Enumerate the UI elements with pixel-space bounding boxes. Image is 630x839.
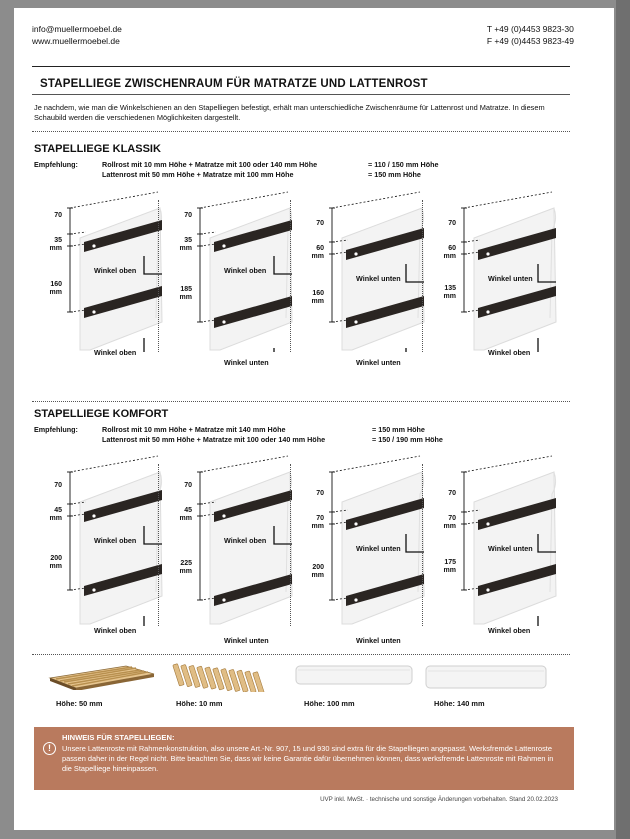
klassik-panel-3-dim-3-unit: mm <box>311 298 324 305</box>
product-rollrost <box>166 660 278 710</box>
klassik-panel-4-label-bottom: Winkel oben <box>488 348 531 357</box>
komfort-panel-1 <box>36 454 164 635</box>
klassik-panel-2-dim-3: 185 <box>180 286 192 293</box>
komfort-title: STAPELLIEGE KOMFORT <box>34 408 169 420</box>
klassik-panel-2-dim-3-unit: mm <box>179 294 192 301</box>
komfort-panel-3-dim-3: 200 <box>312 564 324 571</box>
title-rule-bottom <box>32 94 570 95</box>
product-label-3: Höhe: 100 mm <box>304 699 355 708</box>
klassik-panel-4-drawing <box>430 190 558 352</box>
klassik-line2: Lattenrost mit 50 mm Höhe + Matratze mit 100 mm Höhe <box>102 170 294 179</box>
komfort-panel-1-dim-2: 45 <box>54 507 62 514</box>
komfort-panel-2-dim-3: 225 <box>180 560 192 567</box>
section-divider <box>32 401 570 402</box>
komfort-panel-2 <box>166 454 294 645</box>
contact-web[interactable]: www.muellermoebel.de <box>32 35 120 46</box>
komfort-panel-3 <box>298 454 426 645</box>
mattress-100-image <box>294 662 414 688</box>
komfort-panel-2-dim-1: 70 <box>184 482 192 489</box>
komfort-panel-4-dim-1: 70 <box>448 490 456 497</box>
komfort-panel-3-label-bottom: Winkel unten <box>356 636 401 645</box>
komfort-line1: Rollrost mit 10 mm Höhe + Matratze mit 140 mm Höhe <box>102 425 286 434</box>
komfort-panel-2-label-bottom: Winkel unten <box>224 636 269 645</box>
klassik-panel-3-dim-3: 160 <box>312 290 324 297</box>
viewer-scrollbar[interactable] <box>616 0 630 839</box>
footer-note: UVP inkl. MwSt. · technische und sonstige Änderungen vorbehalten. Stand 20.02.2023 <box>320 796 558 803</box>
klassik-panel-1-dim-3-unit: mm <box>49 289 62 296</box>
lattenrost-image <box>46 660 158 690</box>
contact-block-right <box>487 24 574 47</box>
klassik-panel-1-dim-2: 35 <box>54 237 62 244</box>
klassik-empf-label: Empfehlung: <box>34 160 78 169</box>
komfort-panel-4-dim-2: 70 <box>448 515 456 522</box>
intro-divider <box>32 131 570 132</box>
klassik-panel-4 <box>430 190 558 357</box>
komfort-panel-4-dim-2-unit: mm <box>443 523 456 530</box>
notice-title: HINWEIS FÜR STAPELLIEGEN: <box>62 733 175 742</box>
klassik-panel-3-drawing <box>298 190 426 352</box>
komfort-panel-2-dim-2: 45 <box>184 507 192 514</box>
klassik-panel-4-dim-3-unit: mm <box>443 293 456 300</box>
klassik-title: STAPELLIEGE KLASSIK <box>34 143 161 155</box>
komfort-panel-1-dim-3: 200 <box>50 555 62 562</box>
komfort-separator-1 <box>158 464 159 626</box>
komfort-panel-3-dim-1: 70 <box>316 490 324 497</box>
komfort-panel-4-label-top: Winkel unten <box>488 544 533 553</box>
contact-email[interactable]: info@muellermoebel.de <box>32 24 122 34</box>
klassik-panel-1-dim-2-unit: mm <box>49 245 62 252</box>
komfort-result2: = 150 / 190 mm Höhe <box>372 435 443 444</box>
klassik-panel-3-label-top: Winkel unten <box>356 274 401 283</box>
title-rule-top <box>32 66 570 67</box>
klassik-panel-3-dim-2: 60 <box>316 245 324 252</box>
klassik-panel-1-dim-3: 160 <box>50 281 62 288</box>
intro-text: Je nachdem, wie man die Winkelschienen an den Stapelliegen befestigt, erhält man unterschiedliche Zwischenräume für Lattenrost und Matratze. In diesem Schaubild werden die verschiedenen Möglichkeiten dargestellt. <box>34 103 545 122</box>
komfort-panel-4-drawing <box>430 454 558 626</box>
klassik-separator-2 <box>290 200 291 352</box>
komfort-panel-3-label-top: Winkel unten <box>356 544 401 553</box>
contact-block-left <box>32 24 122 47</box>
komfort-panel-4-dim-3-unit: mm <box>443 567 456 574</box>
komfort-recommendation <box>34 425 554 447</box>
klassik-panel-3-dim-2-unit: mm <box>311 253 324 260</box>
product-label-1: Höhe: 50 mm <box>56 699 103 708</box>
klassik-panel-3-dim-1: 70 <box>316 220 324 227</box>
klassik-result1: = 110 / 150 mm Höhe <box>368 160 439 169</box>
komfort-panel-3-drawing <box>298 454 426 626</box>
klassik-panel-2-label-bottom: Winkel unten <box>224 358 269 367</box>
klassik-separator-1 <box>158 200 159 352</box>
klassik-panel-2-dim-2-unit: mm <box>179 245 192 252</box>
contact-phone: T +49 (0)4453 9823-30 <box>486 24 574 34</box>
komfort-panel-1-label-top: Winkel oben <box>94 536 137 545</box>
klassik-panel-1-dim-1: 70 <box>54 212 62 219</box>
klassik-separator-3 <box>422 200 423 352</box>
komfort-panel-4 <box>430 454 558 635</box>
product-matratze-100 <box>294 662 414 712</box>
klassik-panel-2-label-top: Winkel oben <box>224 266 267 275</box>
klassik-panel-2 <box>166 190 294 367</box>
komfort-panel-1-dim-3-unit: mm <box>49 563 62 570</box>
klassik-panel-4-dim-3: 135 <box>444 285 456 292</box>
klassik-recommendation <box>34 160 554 182</box>
products-divider <box>32 654 570 655</box>
info-icon: ! <box>43 742 56 755</box>
komfort-panel-1-label-bottom: Winkel oben <box>94 626 137 635</box>
komfort-result1: = 150 mm Höhe <box>372 425 425 434</box>
mattress-140-image <box>424 662 548 692</box>
komfort-panel-1-dim-2-unit: mm <box>49 515 62 522</box>
klassik-panel-3 <box>298 190 426 367</box>
klassik-panel-4-label-top: Winkel unten <box>488 274 533 283</box>
notice-text: Unsere Lattenroste mit Rahmenkonstruktion, also unsere Art.-Nr. 907, 15 und 930 sind extra für die Stapelliegen angepasst. Werksfremde Lattenroste passen daher in der Regel nicht. Bitte beachten Sie, dass wir keine Garantie dafür übernehmen können, dass werksfremde Lattenroste mit Rahmen in die Stapelliege hineinpassen. <box>62 744 554 773</box>
klassik-line1: Rollrost mit 10 mm Höhe + Matratze mit 100 oder 140 mm Höhe <box>102 160 318 169</box>
komfort-panel-4-label-bottom: Winkel oben <box>488 626 531 635</box>
product-label-4: Höhe: 140 mm <box>434 699 485 708</box>
komfort-panel-1-dim-1: 70 <box>54 482 62 489</box>
klassik-panel-1 <box>36 190 164 357</box>
klassik-panel-2-dim-1: 70 <box>184 212 192 219</box>
product-label-2: Höhe: 10 mm <box>176 699 223 708</box>
klassik-panel-1-label-bottom: Winkel oben <box>94 348 137 357</box>
contact-fax: F +49 (0)4453 9823-49 <box>486 35 574 46</box>
komfort-separator-3 <box>422 464 423 626</box>
komfort-panel-3-dim-3-unit: mm <box>311 572 324 579</box>
komfort-empf-label: Empfehlung: <box>34 425 78 434</box>
page-title: STAPELLIEGE ZWISCHENRAUM FÜR MATRATZE UND LATTENROST <box>40 78 428 90</box>
klassik-panel-4-dim-2-unit: mm <box>443 253 456 260</box>
product-matratze-140 <box>424 662 548 712</box>
komfort-separator-2 <box>290 464 291 626</box>
klassik-panel-4-dim-1: 70 <box>448 220 456 227</box>
klassik-panel-4-dim-2: 60 <box>448 245 456 252</box>
komfort-panel-2-label-top: Winkel oben <box>224 536 267 545</box>
komfort-panel-4-dim-3: 175 <box>444 559 456 566</box>
document-page <box>14 8 614 830</box>
komfort-line2: Lattenrost mit 50 mm Höhe + Matratze mit 100 oder 140 mm Höhe <box>102 435 326 444</box>
klassik-panel-1-label-top: Winkel oben <box>94 266 137 275</box>
klassik-panel-3-label-bottom: Winkel unten <box>356 358 401 367</box>
komfort-panel-2-dim-3-unit: mm <box>179 568 192 575</box>
klassik-result2: = 150 mm Höhe <box>368 170 421 179</box>
klassik-panel-2-dim-2: 35 <box>184 237 192 244</box>
product-lattenrost <box>46 660 158 710</box>
komfort-panel-2-dim-2-unit: mm <box>179 515 192 522</box>
notice-box <box>34 727 574 790</box>
komfort-panel-3-dim-2: 70 <box>316 515 324 522</box>
rollrost-image <box>166 660 278 692</box>
komfort-panel-3-dim-2-unit: mm <box>311 523 324 530</box>
